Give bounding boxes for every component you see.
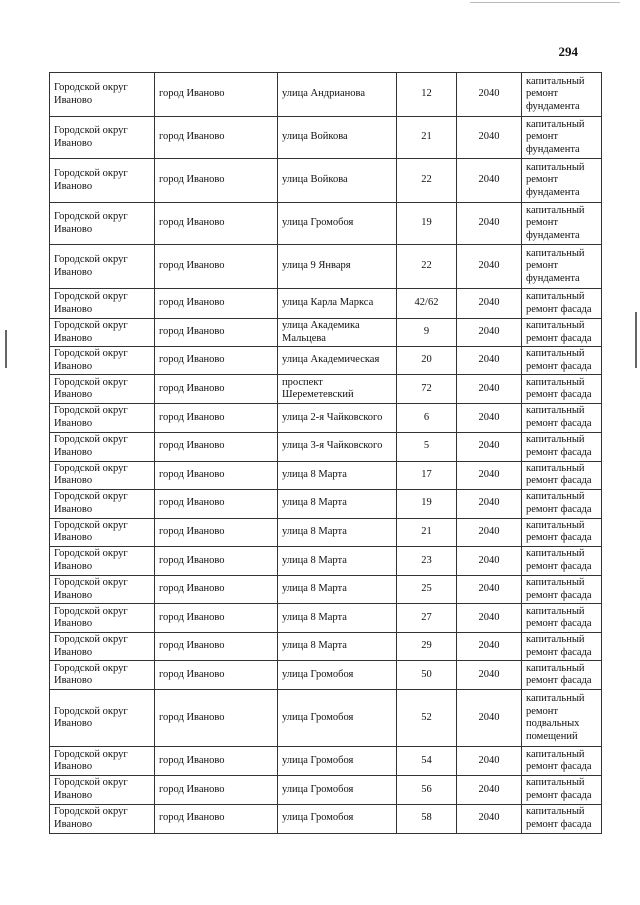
cell-district: Городской округ Иваново (50, 432, 155, 461)
table-row (50, 159, 602, 203)
cell-street: улица Громобоя (278, 747, 397, 776)
cell-district: Городской округ Иваново (50, 747, 155, 776)
cell-work-type: капитальный ремонт фундамента (522, 73, 602, 117)
cell-house-number: 9 (397, 319, 457, 347)
cell-house-number: 22 (397, 245, 457, 289)
cell-city: город Иваново (155, 159, 278, 203)
cell-year: 2040 (457, 661, 522, 690)
cell-city: город Иваново (155, 518, 278, 546)
cell-street: улица Громобоя (278, 661, 397, 690)
cell-house-number: 42/62 (397, 289, 457, 319)
cell-street: улица Громобоя (278, 203, 397, 245)
cell-year: 2040 (457, 375, 522, 404)
table-row (50, 489, 602, 518)
cell-work-type: капитальный ремонт фасада (522, 289, 602, 319)
cell-street: улица 3-я Чайковского (278, 432, 397, 461)
cell-work-type: капитальный ремонт фасада (522, 604, 602, 633)
cell-year: 2040 (457, 117, 522, 159)
cell-house-number: 56 (397, 776, 457, 804)
cell-street: улица Громобоя (278, 804, 397, 833)
cell-street: улица 8 Марта (278, 546, 397, 575)
cell-house-number: 5 (397, 432, 457, 461)
cell-year: 2040 (457, 319, 522, 347)
cell-city: город Иваново (155, 604, 278, 633)
table-row (50, 245, 602, 289)
cell-street: улица 8 Марта (278, 575, 397, 603)
cell-work-type: капитальный ремонт фасада (522, 546, 602, 575)
table-row (50, 73, 602, 117)
cell-city: город Иваново (155, 546, 278, 575)
table-row (50, 203, 602, 245)
registry-body (50, 73, 602, 834)
cell-house-number: 29 (397, 633, 457, 661)
cell-city: город Иваново (155, 347, 278, 375)
cell-street: улица Карла Маркса (278, 289, 397, 319)
cell-city: город Иваново (155, 432, 278, 461)
scan-top-line (470, 2, 620, 3)
cell-house-number: 17 (397, 461, 457, 489)
cell-city: город Иваново (155, 690, 278, 747)
table-row (50, 432, 602, 461)
table-row (50, 633, 602, 661)
cell-street: улица 8 Марта (278, 604, 397, 633)
cell-city: город Иваново (155, 73, 278, 117)
cell-district: Городской округ Иваново (50, 245, 155, 289)
cell-district: Городской округ Иваново (50, 461, 155, 489)
cell-house-number: 20 (397, 347, 457, 375)
cell-year: 2040 (457, 747, 522, 776)
cell-house-number: 27 (397, 604, 457, 633)
cell-house-number: 21 (397, 117, 457, 159)
cell-work-type: капитальный ремонт фасада (522, 375, 602, 404)
cell-year: 2040 (457, 518, 522, 546)
cell-house-number: 12 (397, 73, 457, 117)
cell-district: Городской округ Иваново (50, 604, 155, 633)
cell-district: Городской округ Иваново (50, 518, 155, 546)
cell-city: город Иваново (155, 203, 278, 245)
cell-house-number: 19 (397, 203, 457, 245)
cell-city: город Иваново (155, 633, 278, 661)
registry-table (49, 72, 602, 834)
cell-street: улица Андрианова (278, 73, 397, 117)
cell-work-type: капитальный ремонт фасада (522, 518, 602, 546)
cell-work-type: капитальный ремонт фундамента (522, 159, 602, 203)
cell-work-type: капитальный ремонт фасада (522, 404, 602, 432)
cell-year: 2040 (457, 347, 522, 375)
cell-work-type: капитальный ремонт фасада (522, 319, 602, 347)
table-row (50, 690, 602, 747)
cell-city: город Иваново (155, 776, 278, 804)
cell-house-number: 50 (397, 661, 457, 690)
cell-house-number: 54 (397, 747, 457, 776)
table-row (50, 319, 602, 347)
cell-street: улица Громобоя (278, 690, 397, 747)
cell-work-type: капитальный ремонт фасада (522, 575, 602, 603)
cell-city: город Иваново (155, 575, 278, 603)
cell-year: 2040 (457, 575, 522, 603)
cell-street: улица Академика Мальцева (278, 319, 397, 347)
binding-mark-right (635, 312, 637, 368)
cell-work-type: капитальный ремонт фасада (522, 432, 602, 461)
cell-work-type: капитальный ремонт фундамента (522, 245, 602, 289)
table-row (50, 518, 602, 546)
table-row (50, 661, 602, 690)
cell-district: Городской округ Иваново (50, 347, 155, 375)
cell-year: 2040 (457, 776, 522, 804)
cell-street: улица Войкова (278, 117, 397, 159)
cell-year: 2040 (457, 289, 522, 319)
cell-year: 2040 (457, 804, 522, 833)
table-row (50, 289, 602, 319)
cell-year: 2040 (457, 404, 522, 432)
cell-district: Городской округ Иваново (50, 661, 155, 690)
table-row (50, 347, 602, 375)
cell-work-type: капитальный ремонт фундамента (522, 203, 602, 245)
cell-house-number: 23 (397, 546, 457, 575)
cell-year: 2040 (457, 604, 522, 633)
cell-work-type: капитальный ремонт фасада (522, 776, 602, 804)
cell-district: Городской округ Иваново (50, 575, 155, 603)
cell-street: улица 8 Марта (278, 461, 397, 489)
table-row (50, 546, 602, 575)
cell-work-type: капитальный ремонт фасада (522, 633, 602, 661)
cell-district: Городской округ Иваново (50, 73, 155, 117)
cell-street: улица 9 Января (278, 245, 397, 289)
cell-year: 2040 (457, 489, 522, 518)
table-row (50, 404, 602, 432)
cell-year: 2040 (457, 546, 522, 575)
cell-year: 2040 (457, 690, 522, 747)
cell-city: город Иваново (155, 461, 278, 489)
cell-year: 2040 (457, 461, 522, 489)
cell-city: город Иваново (155, 489, 278, 518)
cell-street: улица 8 Марта (278, 633, 397, 661)
cell-district: Городской округ Иваново (50, 203, 155, 245)
cell-work-type: капитальный ремонт фасада (522, 804, 602, 833)
cell-district: Городской округ Иваново (50, 117, 155, 159)
cell-city: город Иваново (155, 319, 278, 347)
cell-city: город Иваново (155, 289, 278, 319)
cell-city: город Иваново (155, 375, 278, 404)
table-row (50, 776, 602, 804)
cell-street: улица Войкова (278, 159, 397, 203)
cell-district: Городской округ Иваново (50, 375, 155, 404)
cell-city: город Иваново (155, 404, 278, 432)
cell-work-type: капитальный ремонт фасада (522, 461, 602, 489)
cell-city: город Иваново (155, 661, 278, 690)
cell-district: Городской округ Иваново (50, 804, 155, 833)
cell-work-type: капитальный ремонт фасада (522, 347, 602, 375)
cell-house-number: 21 (397, 518, 457, 546)
binding-mark-left (5, 330, 7, 368)
cell-street: улица Громобоя (278, 776, 397, 804)
cell-city: город Иваново (155, 804, 278, 833)
cell-street: улица 2-я Чайковского (278, 404, 397, 432)
cell-year: 2040 (457, 159, 522, 203)
table-row (50, 117, 602, 159)
cell-street: проспект Шереметевский (278, 375, 397, 404)
cell-house-number: 72 (397, 375, 457, 404)
cell-city: город Иваново (155, 747, 278, 776)
cell-street: улица Академическая (278, 347, 397, 375)
cell-work-type: капитальный ремонт фасада (522, 747, 602, 776)
cell-district: Городской округ Иваново (50, 633, 155, 661)
cell-work-type: капитальный ремонт фасада (522, 489, 602, 518)
page-number: 294 (558, 44, 578, 59)
cell-district: Городской округ Иваново (50, 776, 155, 804)
cell-district: Городской округ Иваново (50, 546, 155, 575)
cell-district: Городской округ Иваново (50, 159, 155, 203)
cell-house-number: 22 (397, 159, 457, 203)
cell-year: 2040 (457, 245, 522, 289)
cell-house-number: 52 (397, 690, 457, 747)
table-row (50, 375, 602, 404)
cell-district: Городской округ Иваново (50, 404, 155, 432)
cell-year: 2040 (457, 432, 522, 461)
cell-house-number: 19 (397, 489, 457, 518)
cell-district: Городской округ Иваново (50, 319, 155, 347)
cell-city: город Иваново (155, 117, 278, 159)
cell-district: Городской округ Иваново (50, 690, 155, 747)
cell-district: Городской округ Иваново (50, 489, 155, 518)
cell-work-type: капитальный ремонт подвальных помещений (522, 690, 602, 747)
table-row (50, 747, 602, 776)
cell-street: улица 8 Марта (278, 489, 397, 518)
table-row (50, 804, 602, 833)
cell-house-number: 25 (397, 575, 457, 603)
cell-year: 2040 (457, 633, 522, 661)
table-row (50, 461, 602, 489)
cell-house-number: 6 (397, 404, 457, 432)
cell-year: 2040 (457, 73, 522, 117)
table-row (50, 604, 602, 633)
cell-city: город Иваново (155, 245, 278, 289)
cell-work-type: капитальный ремонт фасада (522, 661, 602, 690)
cell-work-type: капитальный ремонт фундамента (522, 117, 602, 159)
table-row (50, 575, 602, 603)
cell-street: улица 8 Марта (278, 518, 397, 546)
cell-house-number: 58 (397, 804, 457, 833)
cell-year: 2040 (457, 203, 522, 245)
cell-district: Городской округ Иваново (50, 289, 155, 319)
